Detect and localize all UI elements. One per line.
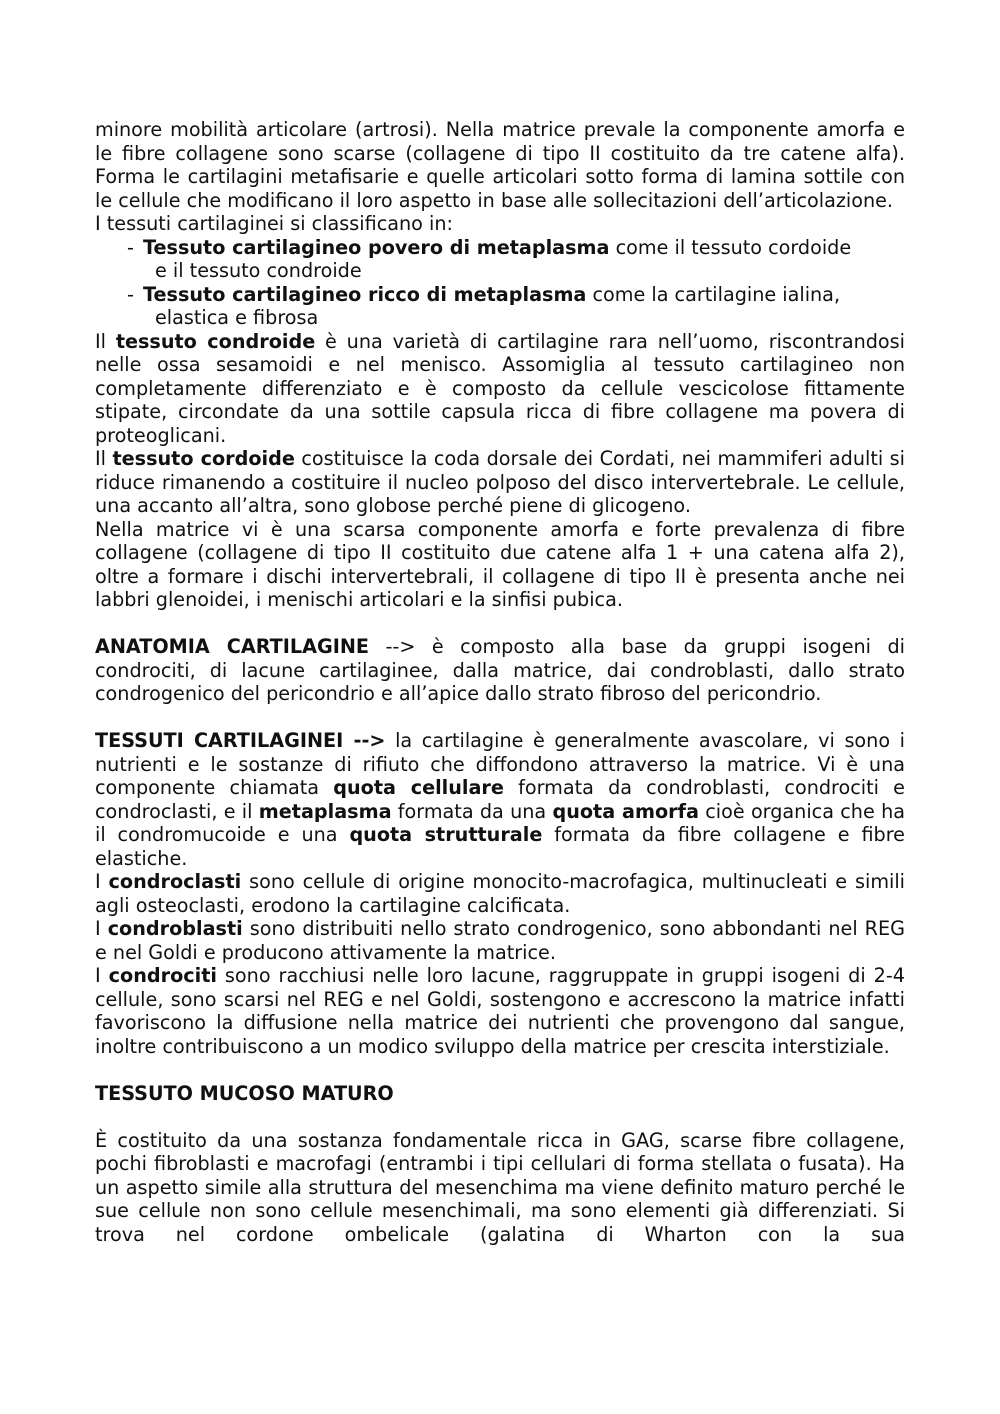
paragraph-term: condroclasti [108, 870, 242, 893]
paragraph-term: ANATOMIA CARTILAGINE [95, 635, 370, 658]
paragraph-term: condrociti [108, 964, 217, 987]
paragraph-text: È costituito da una sostanza fondamentale ricca in GAG, scarse fibre collagene, pochi fibroblasti e macrofagi (entrambi i tipi cellulari di forma stellata o fusata). Ha un aspetto simile alla struttura del mesenchima ma viene definito maturo perché le sue cellule non sono cellule mesenchimali, ma sono elementi già differenziati. Si trova nel cordone ombelicale (galatina di Wharton con la sua [95, 1128, 905, 1246]
paragraph-text: I tessuti cartilaginei si classificano in: [95, 212, 453, 235]
paragraph-term: quota cellulare [333, 776, 504, 799]
paragraph-text: formata da fibre collagene e fibre elastiche. [95, 823, 905, 870]
paragraph-tessuti-cartilaginei [95, 729, 905, 870]
paragraph-condrociti [95, 964, 905, 1058]
paragraph-text: --> è composto alla base da gruppi isogeni di condrociti, di lacune cartilaginee, dalla matrice, dai condroblasti, dallo strato condrogenico del pericondrio e all’apice dallo strato fibroso del pericondrio. [95, 635, 905, 705]
list-item-text-continued: e il tessuto condroide [155, 259, 362, 282]
blank-line [95, 706, 905, 730]
paragraph-tessuto-cordoide [95, 447, 905, 518]
paragraph-text: formata da una [391, 799, 553, 823]
classification-list [95, 236, 905, 330]
paragraph-text: costituisce la coda dorsale dei Cordati, nei mammiferi adulti si riduce rimanendo a costituire il nucleo polposo del disco intervertebrale. Le cellule, una accanto all’altra, sono globose perché piene di glicogeno. [95, 447, 905, 517]
paragraph-text: I [95, 964, 109, 987]
paragraph-anatomia-cartilagine [95, 635, 905, 706]
list-item-text: come la cartilagine ialina, [586, 282, 841, 306]
paragraph-classification-intro [95, 212, 905, 236]
paragraph-term: TESSUTI CARTILAGINEI --> [95, 729, 386, 752]
paragraph-text: sono cellule di origine monocito-macrofagica, multinucleati e simili agli osteoclasti, erodono la cartilagine calcificata. [95, 870, 906, 917]
section-heading: TESSUTO MUCOSO MATURO [95, 1081, 394, 1105]
list-item [95, 236, 905, 283]
blank-line [95, 1105, 905, 1129]
paragraph-term: condroblasti [107, 917, 243, 940]
paragraph-text: I [95, 870, 109, 893]
paragraph-term: metaplasma [258, 799, 392, 823]
list-item-text-continued: elastica e fibrosa [155, 306, 319, 329]
blank-line [95, 612, 905, 636]
paragraph-text: formata da condroblasti, condrociti e condroclasti, e il [95, 776, 905, 823]
paragraph-term: quota amorfa [552, 799, 699, 823]
list-item [95, 283, 905, 330]
paragraph-tessuto-mucoso [95, 1129, 905, 1247]
paragraph-cartilage-articular [95, 118, 905, 212]
paragraph-term: tessuto cordoide [112, 447, 295, 470]
paragraph-condroblasti [95, 917, 905, 964]
paragraph-text: cioè organica che ha il condromucoide e una [95, 799, 905, 846]
paragraph-text: minore mobilità articolare (artrosi). Nella matrice prevale la componente amorfa e le fibre collagene sono scarse (collagene di tipo II costituito da tre catene alfa). Forma le cartilagini metafisarie e quelle articolari sotto forma di lamina sottile con le cellule che modificano il loro aspetto in base alle sollecitazioni dell’articolazione. [95, 118, 905, 212]
list-item-text: come il tessuto cordoide [609, 235, 852, 259]
paragraph-tessuto-condroide [95, 330, 905, 448]
paragraph-matrice [95, 518, 905, 612]
paragraph-text: Il [95, 447, 113, 470]
list-item-term: Tessuto cartilagineo povero di metaplasma [143, 235, 610, 259]
paragraph-text: sono distribuiti nello strato condrogenico, sono abbondanti nel REG e nel Goldi e producono attivamente la matrice. [95, 917, 905, 964]
document-page [95, 118, 905, 1246]
paragraph-text: Nella matrice vi è una scarsa componente amorfa e forte prevalenza di fibre collagene (collagene di tipo II costituito due catene alfa 1 + una catena alfa 2), oltre a formare i dischi intervertebrali, il collagene di tipo II è presenta anche nei labbri glenoidei, i menischi articolari e la sinfisi pubica. [95, 517, 905, 611]
paragraph-text: è una varietà di cartilagine rara nell’uomo, riscontrandosi nelle ossa sesamoidi e nel menisco. Assomiglia al tessuto cartilagineo non completamente differenziato e è composto da cellule vescicolose fittamente stipate, circondate da una sottile capsula ricca di fibre collagene ma povera di proteoglicani. [95, 329, 905, 447]
blank-line [95, 1058, 905, 1082]
paragraph-text: I [95, 917, 108, 940]
paragraph-text: la cartilagine è generalmente avascolare, vi sono i nutrienti e le sostanze di rifiuto che diffondono attraverso la matrice. Vi è una componente chiamata [95, 729, 906, 799]
list-item-term: Tessuto cartilagineo ricco di metaplasma [143, 282, 587, 306]
list-dash: - [127, 235, 134, 259]
paragraph-term: quota strutturale [349, 823, 543, 846]
paragraph-term: tessuto condroide [115, 329, 316, 353]
paragraph-text: Il [95, 329, 116, 353]
paragraph-text: sono racchiusi nelle loro lacune, raggruppate in gruppi isogeni di 2-4 cellule, sono scarsi nel REG e nel Goldi, sostengono e accrescono la matrice infatti favoriscono la diffusione nella matrice dei nutrienti che provengono dal sangue, inoltre contribuiscono a un modico sviluppo della matrice per crescita interstiziale. [95, 964, 906, 1058]
paragraph-condroclasti [95, 870, 905, 917]
list-dash: - [127, 282, 134, 306]
